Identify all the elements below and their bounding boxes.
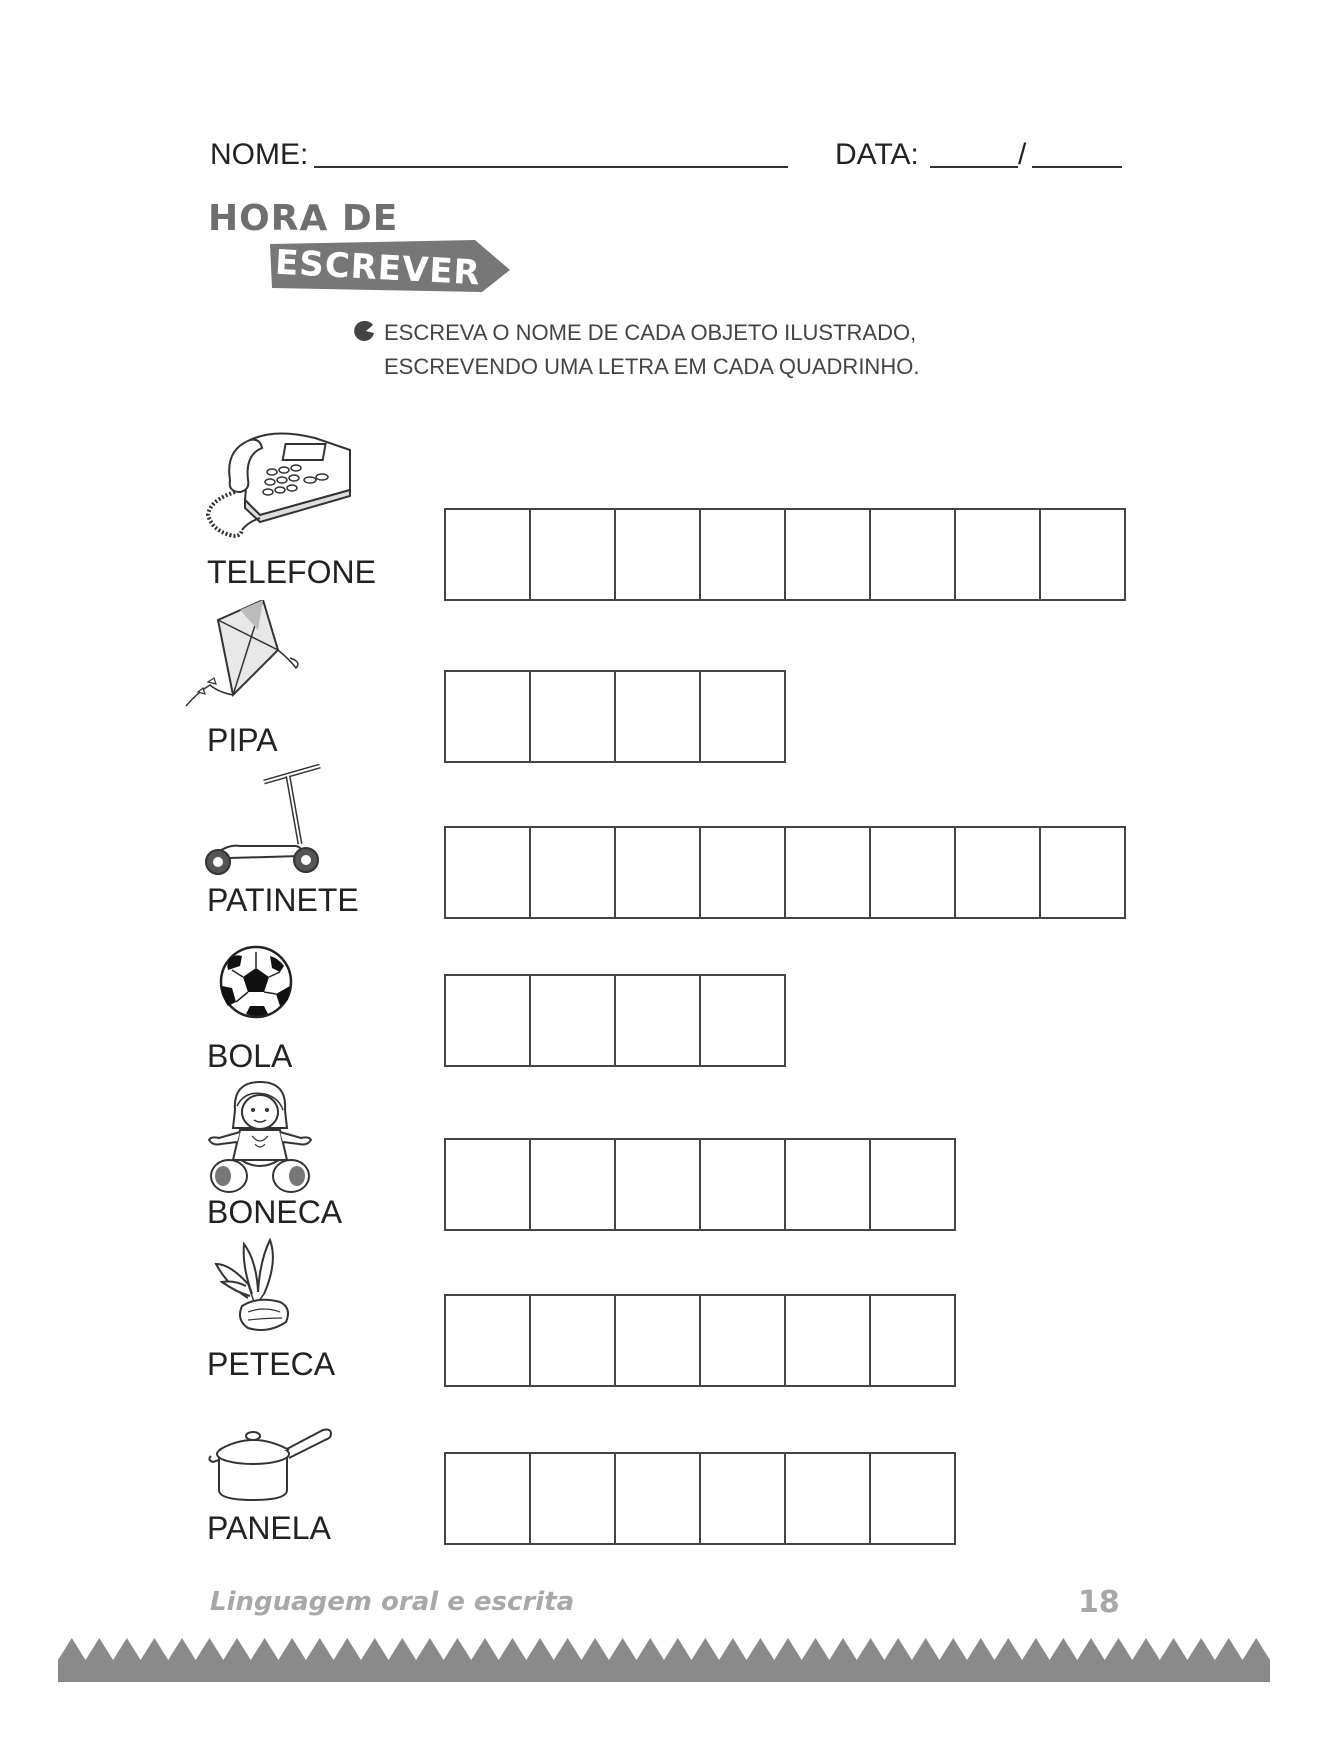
letter-box[interactable] [614,826,701,919]
letter-box[interactable] [444,508,531,601]
instruction-line-1: ESCREVA O NOME DE CADA OBJETO ILUSTRADO, [384,320,917,345]
doll-icon [205,1080,315,1196]
zigzag-border [58,1638,1270,1682]
letter-boxes [444,670,784,763]
scooter-icon [200,764,330,882]
instruction-bullet-icon [353,320,375,342]
letter-box[interactable] [614,508,701,601]
telephone-icon [200,430,355,550]
letter-box[interactable] [699,1138,786,1231]
letter-box[interactable] [699,974,786,1067]
item-label: PATINETE [207,882,359,918]
letter-box[interactable] [444,974,531,1067]
letter-box[interactable] [614,1138,701,1231]
item-label: BONECA [207,1194,343,1230]
letter-boxes [444,508,1124,601]
soccer-ball-icon [218,944,294,1020]
letter-box[interactable] [529,826,616,919]
shuttlecock-icon [208,1236,303,1336]
letter-box[interactable] [869,1138,956,1231]
kite-icon [178,600,308,715]
item-label: BOLA [207,1038,293,1074]
letter-box[interactable] [444,1452,531,1545]
letter-box[interactable] [869,508,956,601]
letter-box[interactable] [614,1294,701,1387]
letter-boxes [444,1294,954,1387]
letter-box[interactable] [444,826,531,919]
letter-box[interactable] [444,1138,531,1231]
letter-box[interactable] [784,1138,871,1231]
letter-box[interactable] [954,826,1041,919]
letter-box[interactable] [869,1294,956,1387]
item-label: PIPA [207,722,278,758]
nome-label: NOME: [210,138,309,171]
item-label: PANELA [207,1510,331,1546]
letter-box[interactable] [699,508,786,601]
instruction-line-2: ESCREVENDO UMA LETRA EM CADA QUADRINHO. [384,354,920,379]
title-hora-de: HORA DE [208,198,399,239]
letter-box[interactable] [614,670,701,763]
data-label: DATA: [835,138,919,171]
letter-box[interactable] [784,1452,871,1545]
letter-box[interactable] [699,670,786,763]
letter-box[interactable] [699,1294,786,1387]
letter-box[interactable] [1039,826,1126,919]
letter-box[interactable] [784,1294,871,1387]
letter-box[interactable] [529,508,616,601]
letter-box[interactable] [1039,508,1126,601]
letter-box[interactable] [869,1452,956,1545]
letter-box[interactable] [954,508,1041,601]
letter-box[interactable] [529,1294,616,1387]
letter-boxes [444,826,1124,919]
letter-boxes [444,1452,954,1545]
data-separator: / [1018,138,1027,171]
footer-subject: Linguagem oral e escrita [210,1587,575,1617]
letter-box[interactable] [869,826,956,919]
pan-icon [205,1420,335,1502]
letter-box[interactable] [699,826,786,919]
letter-box[interactable] [529,670,616,763]
data-month-field-line[interactable] [1032,166,1122,168]
letter-box[interactable] [784,826,871,919]
letter-boxes [444,974,784,1067]
letter-box[interactable] [529,1452,616,1545]
item-label: PETECA [207,1346,336,1382]
letter-box[interactable] [699,1452,786,1545]
data-day-field-line[interactable] [930,166,1018,168]
letter-box[interactable] [784,508,871,601]
letter-box[interactable] [444,1294,531,1387]
letter-box[interactable] [529,974,616,1067]
page-number: 18 [1078,1585,1120,1620]
item-label: TELEFONE [207,554,376,590]
letter-box[interactable] [444,670,531,763]
header-row [210,138,1130,178]
letter-box[interactable] [529,1138,616,1231]
letter-box[interactable] [614,1452,701,1545]
title-escrever: ESCREVER [274,242,482,294]
nome-field-line[interactable] [314,166,788,168]
letter-boxes [444,1138,954,1231]
letter-box[interactable] [614,974,701,1067]
